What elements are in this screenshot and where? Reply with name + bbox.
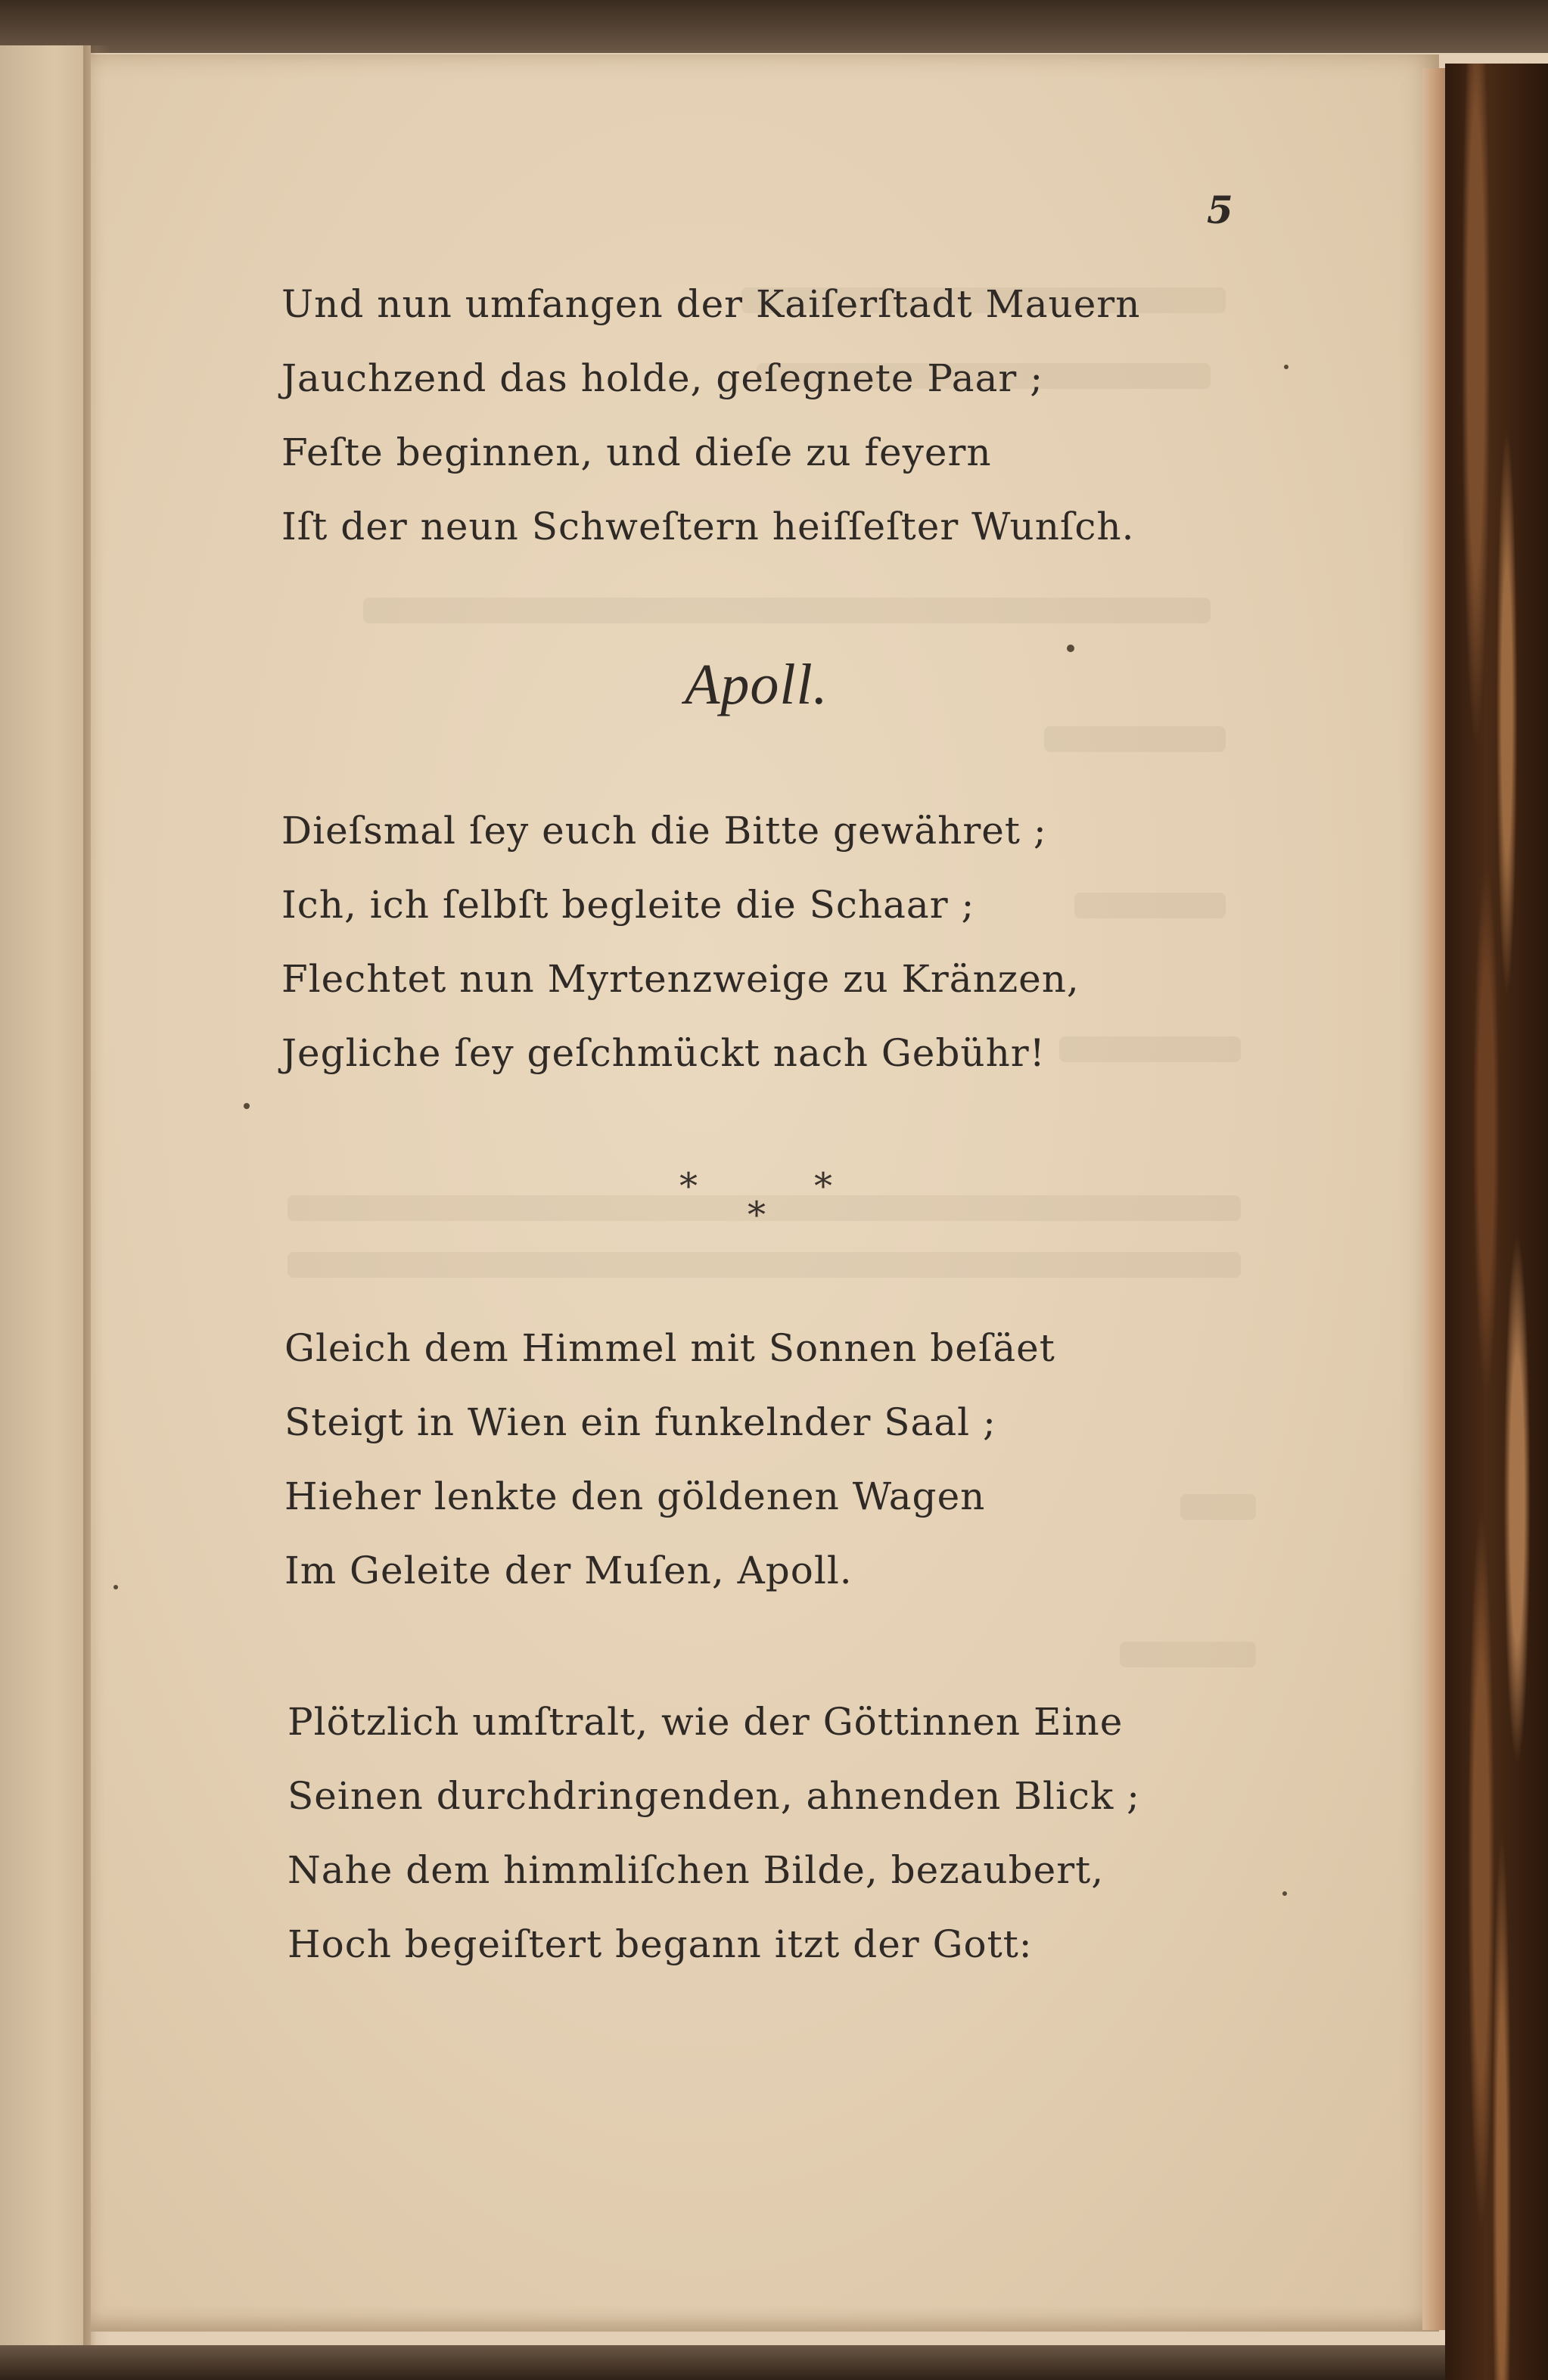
marbled-cover-board [1445, 64, 1548, 2380]
bleed-through [1044, 726, 1226, 752]
verse-line: Hoch begeiſtert begann itzt der Gott: [288, 1922, 1033, 1966]
paper-speck [1282, 1891, 1287, 1896]
verse-line: Gleich dem Himmel mit Sonnen beſäet [284, 1326, 1055, 1370]
verse-line: Iſt der neun Schweſtern heiſſeſter Wunſch. [281, 505, 1135, 548]
asterism-star: * [679, 1165, 698, 1207]
verse-line: Ich, ich ſelbſt begleite die Schaar ; [281, 883, 975, 927]
verse-line: Nahe dem himmliſchen Bilde, bezaubert, [288, 1848, 1105, 1892]
page-stack-edge [1422, 68, 1448, 2330]
verse-line: Jegliche ſey geſchmückt nach Gebühr! [281, 1031, 1046, 1075]
verse-line: Flechtet nun Myrtenzweige zu Kränzen, [281, 957, 1080, 1001]
verse-line: Plötzlich umſtralt, wie der Göttinnen Eine [288, 1700, 1124, 1744]
section-heading: Apoll. [685, 653, 828, 716]
verse-line: Im Geleite der Muſen, Apoll. [284, 1549, 853, 1592]
verse-line: Dieſsmal ſey euch die Bitte gewähret ; [281, 809, 1047, 853]
verse-line: Feſte beginnen, und dieſe zu feyern [281, 430, 992, 474]
bleed-through [1180, 1494, 1256, 1520]
bleed-through [1120, 1642, 1256, 1667]
paper-speck [1067, 645, 1074, 652]
bleed-through [363, 598, 1211, 623]
page-number: 5 [1207, 188, 1234, 232]
paper-speck [113, 1585, 118, 1589]
verse-line: Jauchzend das holde, geſegnete Paar ; [281, 356, 1044, 400]
verse-line: Seinen durchdringenden, ahnenden Blick ; [288, 1774, 1140, 1818]
verse-line: Hieher lenkte den göldenen Wagen [284, 1474, 986, 1518]
asterism-star: * [748, 1194, 766, 1236]
paper-speck [1284, 365, 1288, 369]
verse-line: Steigt in Wien ein funkelnder Saal ; [284, 1400, 996, 1444]
verse-line: Und nun umfangen der Kaiſerſtadt Mauern [281, 282, 1141, 326]
scan-background-top [0, 0, 1548, 53]
bleed-through [1074, 893, 1226, 918]
facing-page-edge [0, 45, 91, 2345]
scan-background-bottom [0, 2345, 1445, 2380]
paper-speck [244, 1103, 250, 1109]
bleed-through [288, 1252, 1241, 1278]
asterism-star: * [814, 1165, 832, 1207]
bleed-through [1059, 1036, 1241, 1062]
